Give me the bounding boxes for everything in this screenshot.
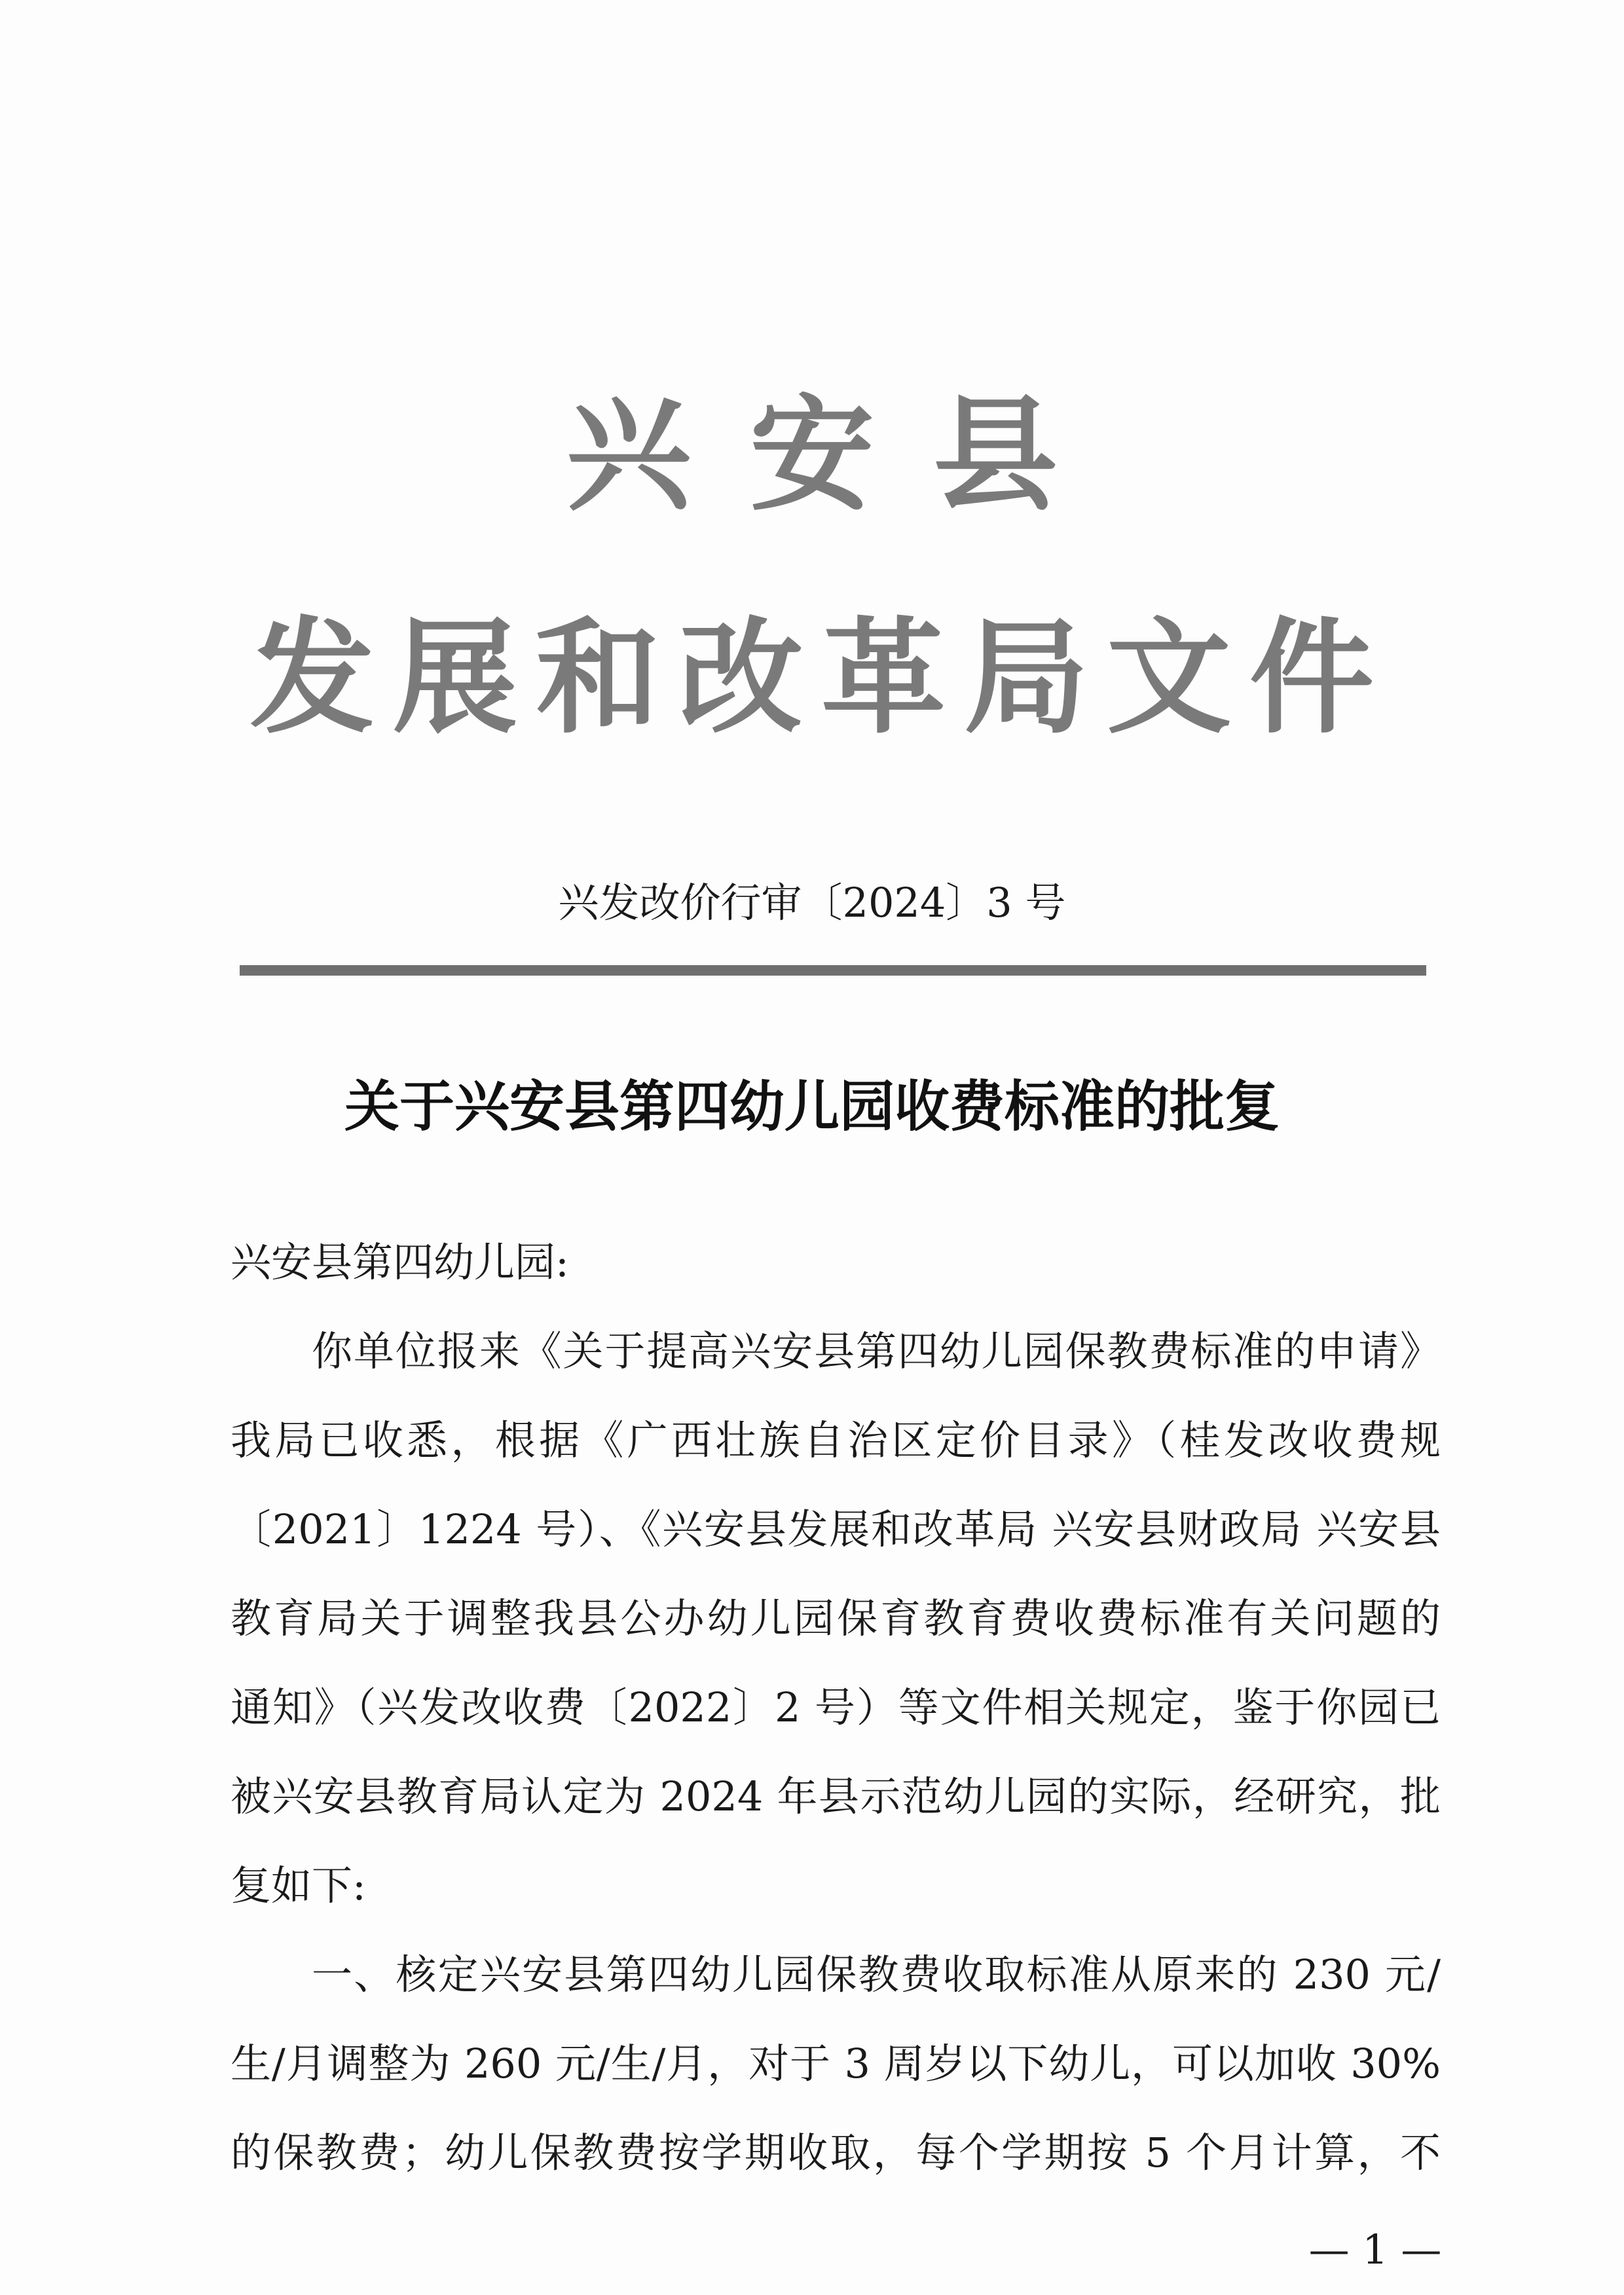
issuing-org-document-label: 发展和改革局文件 (249, 604, 1392, 750)
body-line: 的保教费；幼儿保教费按学期收取，每个学期按 5 个月计算，不 (231, 2129, 1441, 2176)
body-line: 〔2021〕1224 号）、《兴安县发展和改革局 兴安县财政局 兴安县 (231, 1505, 1441, 1553)
issuing-org-name: 兴安县 (566, 382, 1116, 528)
header-divider (240, 965, 1426, 976)
body-line: 你单位报来《关于提高兴安县第四幼儿园保教费标准的申请》 (312, 1327, 1441, 1375)
body-line: 教育局关于调整我县公办幼儿园保育教育费收费标准有关问题的 (231, 1594, 1441, 1642)
body-line: 复如下: (231, 1862, 366, 1909)
document-body (231, 1218, 1441, 2197)
body-line: 一、核定兴安县第四幼儿园保教费收取标准从原来的 230 元/ (312, 1951, 1441, 1998)
document-title: 关于兴安县第四幼儿园收费标准的批复 (344, 1074, 1280, 1139)
body-line: 我局已收悉，根据《广西壮族自治区定价目录》（桂发改收费规 (231, 1416, 1441, 1464)
body-line: 被兴安县教育局认定为 2024 年县示范幼儿园的实际，经研究，批 (231, 1772, 1441, 1820)
document-number: 兴发改价行审〔2024〕3 号 (558, 879, 1066, 927)
body-line: 通知》（兴发改收费〔2022〕2 号）等文件相关规定，鉴于你园已 (231, 1683, 1441, 1731)
body-line: 生/月调整为 260 元/生/月，对于 3 周岁以下幼儿，可以加收 30% (231, 2040, 1441, 2087)
addressee-line: 兴安县第四幼儿园: (231, 1238, 569, 1286)
page-number: — 1 — (1308, 2226, 1442, 2273)
